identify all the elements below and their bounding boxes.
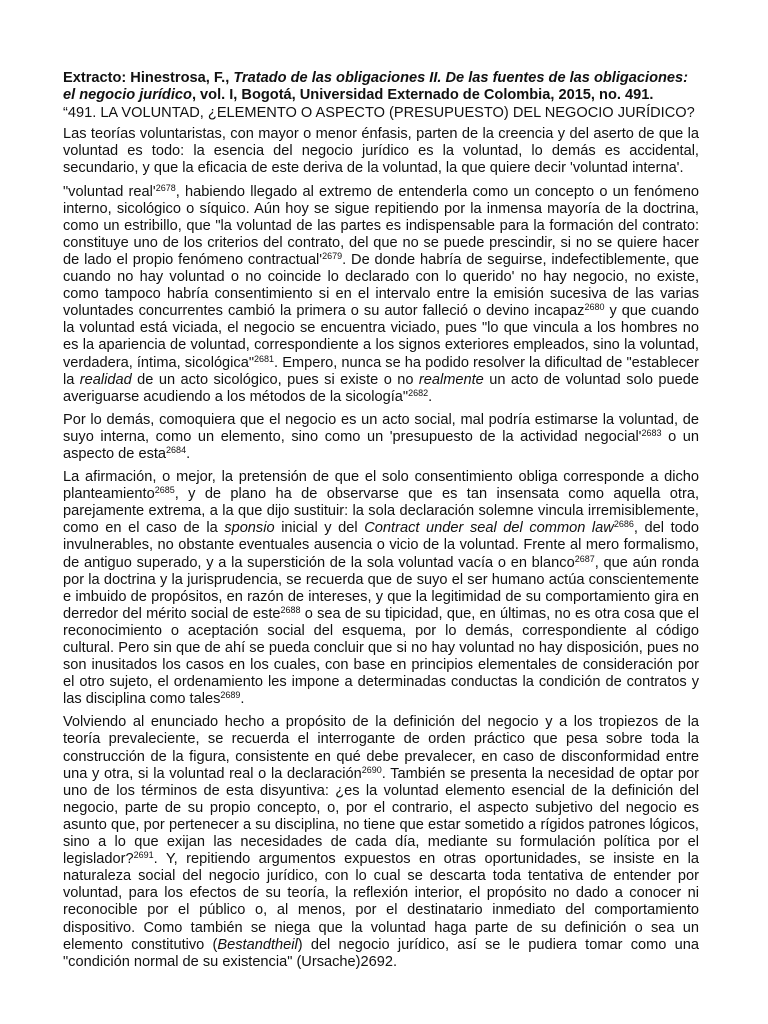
text-run: La afirmación, o mejor, la pretensión de que el solo consentimiento obliga corresponde a dicho planteamiento [63, 469, 699, 503]
text-run: . Empero, nunca se ha podido resolver la dificultad de "establecer la [63, 354, 699, 388]
text-run: . También se presenta la necesidad de optar por uno de los términos de esta disyuntiva: ¿es la voluntad elemento esencial de la definición del negocio, parte de su propio concepto, o, por el contrario, el aspecto subjetivo del negocio es asunto que, por pertenecer a su disciplina, no tiene que estar sometido a rígidos patrones lógicos, sino a lo que exijan las necesidades de cada día, mediante su formulación política por el legislador? [63, 765, 700, 868]
text-run: . De donde habría de seguirse, indefectiblemente, que cuando no hay voluntad o no coincide lo declarado con lo querido' no hay negocio, no existe, como tampoco habría consentimiento si en el intervalo entre la emisión sucesiva de las varias voluntades concurrentes cambió la primera o su autor falleció o devino incapaz [63, 251, 699, 320]
text-run: , del todo invulnerables, no obstante eventuales ausencia o vicio de la voluntad. Frente al mero formalismo, de antiguo superado, y a la superstición de la sola voluntad vacía o en blanco [63, 520, 700, 571]
emphasis-realidad: realidad [79, 371, 132, 388]
text-run: Volviendo al enunciado hecho a propósito de la definición del negocio y a los tropiezos de la teoría prevaleciente, se recuerda el interrogante de orden práctico que pesa sobre toda la construcción de la figura, consistente en qué debe prevalecer, en caso de disconformidad entre una y otra, si la voluntad real o la declaración [63, 714, 699, 782]
paragraph-2 [63, 184, 699, 406]
text-run: un acto de voluntad solo puede averiguarse acudiendo a los métodos de la sicología" [63, 371, 699, 405]
footnote-ref: 2683 [641, 427, 662, 438]
footnote-ref: 2685 [154, 485, 175, 496]
paragraph-1: Las teorías voluntaristas, con mayor o menor énfasis, parten de la creencia y del aserto de que la voluntad es todo: la esencia del negocio jurídico es la voluntad, lo demás es accidental, secundario, y que la eficacia de este deriva de la voluntad, la que quiere decir 'voluntad interna'. [63, 126, 699, 177]
text-run: de un acto sicológico, pues si existe o no [131, 371, 419, 388]
footnote-ref: 2691 [133, 850, 154, 861]
footnote-ref: 2686 [613, 519, 634, 530]
text-run: . [240, 691, 245, 708]
emphasis-contract-under-seal: Contract under seal del common law [364, 520, 614, 537]
footnote-ref: 2679 [322, 250, 343, 261]
text-run: ) del negocio jurídico, así se le pudiera tomar como una "condición normal de su existencia" (Ursache)2692. [63, 936, 699, 970]
book-title: Tratado de las obligaciones II. De las fuentes de las obligaciones: el negocio jurídico [63, 70, 689, 104]
text-run: , que aún ronda por la doctrina y la jurisprudencia, se recuerda que de suyo el ser humano actúa conscientemente e imbuido de propósitos, en razón de intereses, y que la legitimidad de su comportamiento gira en derredor del mérito social de este [63, 554, 699, 622]
footnote-ref: 2684 [166, 444, 187, 455]
footnote-ref: 2678 [155, 182, 176, 193]
paragraph-4 [63, 469, 699, 708]
footnote-ref: 2681 [254, 353, 275, 364]
emphasis-sponsio: sponsio [224, 520, 275, 537]
text-run: . [186, 445, 191, 462]
document-body [63, 70, 699, 977]
text-run: , habiendo llegado al extremo de entenderla como un concepto o un fenómeno interno, sicológico o síquico. Aún hoy se sigue repitiendo por la inmensa mayoría de la doctrina, como un estribillo, que "la voluntad de las partes es indispensable para la formación del contrato: constituye uno de los criterios del contrato, del que no se puede prescindir, si no se quiere hacer de lado el propio fenómeno contractual' [63, 183, 699, 268]
paragraph-3 [63, 412, 699, 463]
citation-lead: Extracto: Hinestrosa, F., [63, 70, 234, 86]
citation-tail: , vol. I, Bogotá, Universidad Externado de Colombia, 2015, no. 491. [191, 87, 654, 104]
paragraph-5 [63, 714, 699, 970]
footnote-ref: 2688 [280, 604, 301, 615]
text-run: inicial y del [274, 520, 365, 537]
emphasis-bestandtheil: Bestandtheil [217, 936, 298, 953]
citation-heading [63, 70, 699, 104]
text-run: , y de plano ha de observarse que es tan insensata como aquella otra, parejamente extrema, a la que dijo sustituir: la sola declaración solemne vincula irremisiblemente, como en el caso de la [63, 486, 699, 537]
text-run: . Y, repitiendo argumentos expuestos en otras oportunidades, se insiste en la naturaleza social del negocio jurídico, con lo cual se descarta toda tentativa de entender por voluntad, para los efectos de su teoría, la reflexión interior, el propósito no dado a conocer ni reconocible por el público o, al menos, por el destinatario inmediato del comportamiento dispositivo. Como también se niega que la voluntad haga parte de su definición o sea un elemento constitutivo ( [63, 851, 699, 953]
text-run: o sea de su tipicidad, que, en últimas, no es otra cosa que el reconocimiento o aceptación social del esquema, por lo demás, correspondiente al código cultural. Pero sin que de ahí se pueda concluir que si no hay voluntad no hay disposición, pues no son inusitados los casos en los cuales, con base en principios elementales de consideración por el otro sujeto, el ordenamiento les impone a determinadas conductas la condición de contratos y las disciplina como tales [63, 605, 699, 708]
text-run: "voluntad real' [63, 183, 156, 200]
footnote-ref: 2690 [361, 764, 382, 775]
text-run: Por lo demás, comoquiera que el negocio es un acto social, mal podría estimarse la voluntad, de suyo interna, como un elemento, sino como un 'presupuesto de la actividad negocial' [63, 411, 699, 445]
text-run: . [428, 388, 433, 405]
footnote-ref: 2682 [408, 387, 429, 398]
section-title: “491. LA VOLUNTAD, ¿ELEMENTO O ASPECTO (PRESUPUESTO) DEL NEGOCIO JURÍDICO? [63, 105, 695, 122]
footnote-ref: 2680 [584, 302, 605, 313]
text-run: y que cuando la voluntad está viciada, el negocio se encuentra viciado, pues "lo que vincula a los hombres no es la apariencia de voluntad, correspondiente a los signos exteriores empleados, sino la voluntad, verdadera, íntima, sicológica" [63, 303, 699, 371]
text-run: o un aspecto de esta [63, 428, 699, 462]
footnote-ref: 2689 [220, 690, 241, 701]
emphasis-realmente: realmente [418, 371, 484, 388]
footnote-ref: 2687 [574, 553, 595, 564]
